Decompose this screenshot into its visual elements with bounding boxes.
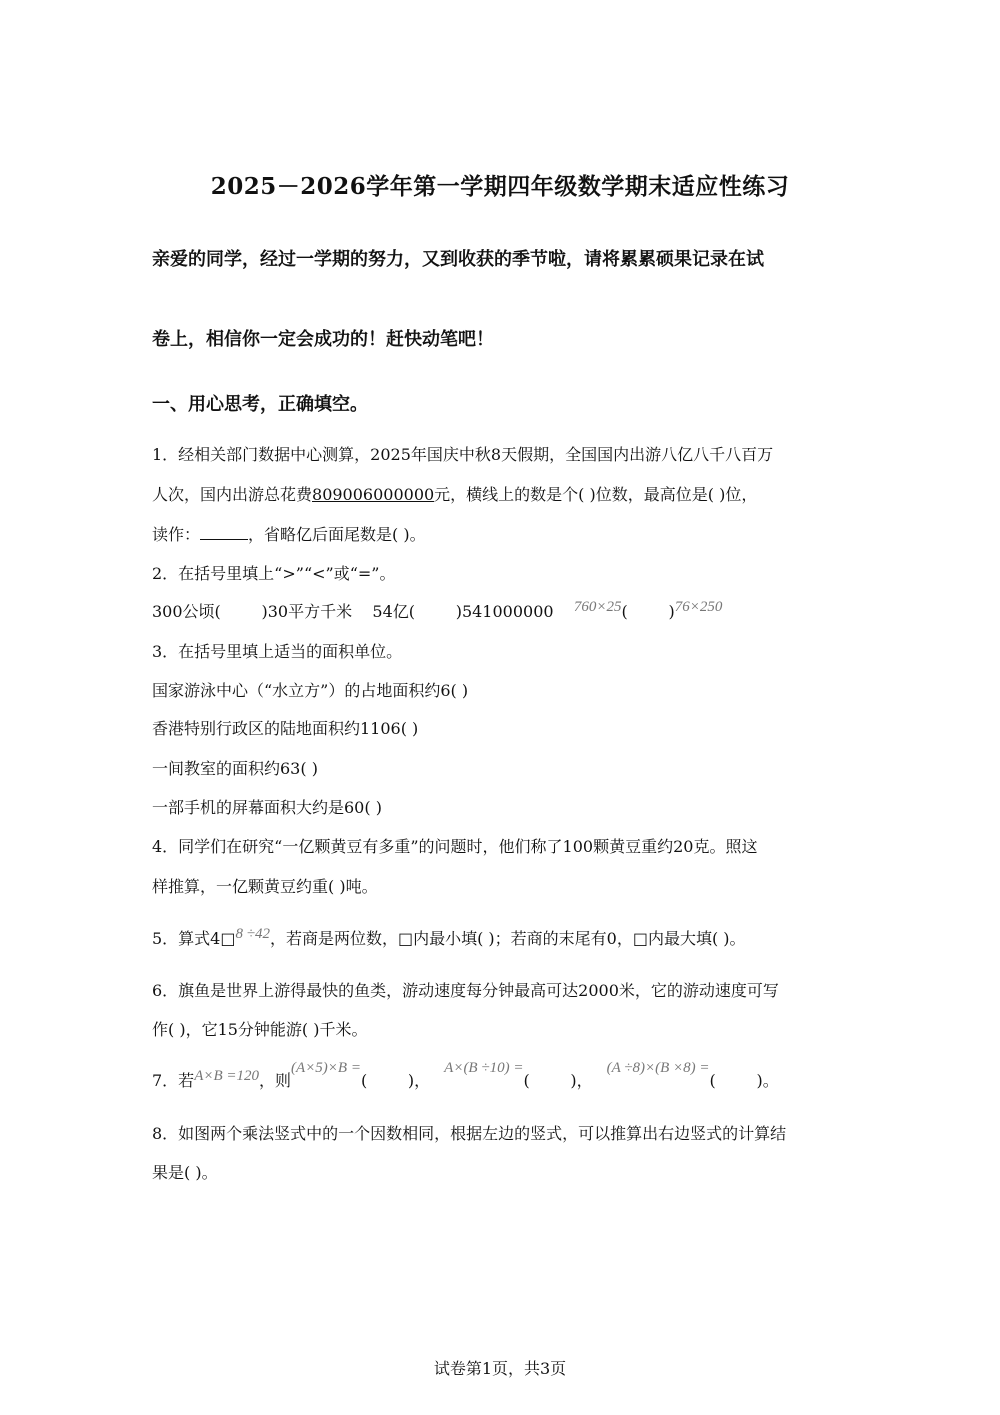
q2-line-1: 2．在括号里填上“>”“<”或“=”。	[152, 564, 396, 583]
q5-math-expr: 8 ÷42	[235, 926, 270, 942]
q7-answer-paren-2: ( )，	[523, 1071, 593, 1090]
q1-underlined-number: 809006000000	[312, 485, 435, 504]
q7-text-a: 7．若	[152, 1071, 195, 1090]
q5-line	[152, 928, 746, 951]
section-heading: 一、用心思考，正确填空。	[152, 394, 368, 415]
page-title: 2025－2026学年第一学期四年级数学期末适应性练习	[210, 173, 790, 200]
q5-text-b: ，若商是两位数，□内最小填( )；若商的末尾有0，□内最大填( )。	[269, 929, 746, 948]
q7-line	[152, 1060, 779, 1093]
q3-line-3: 香港特别行政区的陆地面积约1106( )	[152, 719, 419, 738]
q1-text-b: 元，横线上的数是个( )位数，最高位是( )位，	[434, 485, 758, 504]
q7-math-expr-3: (A ÷8)×(B ×8) =	[606, 1060, 710, 1076]
q6-line-1: 6．旗鱼是世界上游得最快的鱼类，游动速度每分钟最高可达2000米，它的游动速度可写	[152, 981, 779, 1000]
q7-math-given: A×B =120	[194, 1068, 260, 1084]
q1-line-2	[152, 484, 757, 506]
q7-math-expr-1: (A×5)×B =	[291, 1060, 361, 1076]
q4-line-2: 样推算，一亿颗黄豆约重( )吨。	[152, 877, 378, 896]
q2-math-expr-1: 760×25	[573, 599, 622, 615]
q3-line-1: 3．在括号里填上适当的面积单位。	[152, 642, 403, 661]
q1-text-d: ，省略亿后面尾数是( )。	[248, 525, 426, 544]
q7-math-expr-2: A×(B ÷10) =	[444, 1060, 524, 1076]
q3-line-2: 国家游泳中心（“水立方”）的占地面积约6( )	[152, 681, 469, 700]
q1-line-1: 1．经相关部门数据中心测算，2025年国庆中秋8天假期，全国国内出游八亿八千八百万	[152, 445, 774, 464]
q7-answer-paren-3: ( )。	[709, 1071, 779, 1090]
q7-text-b: ，则	[259, 1071, 292, 1090]
q1-text-c: 读作：	[152, 525, 201, 544]
q2-compare-text: 300公顷( )30平方千米 54亿( )541000000	[152, 602, 574, 621]
q8-line-2: 果是( )。	[152, 1163, 218, 1182]
q7-answer-paren-1: ( )，	[360, 1071, 431, 1090]
q5-text-a: 5．算式4□	[152, 929, 236, 948]
q4-line-1: 4．同学们在研究“一亿颗黄豆有多重”的问题时，他们称了100颗黄豆重约20克。照这	[152, 837, 758, 856]
q2-math-expr-2: 76×250	[674, 599, 723, 615]
intro-line-1: 亲爱的同学，经过一学期的努力，又到收获的季节啦，请将累累硕果记录在试	[152, 249, 764, 270]
q1-answer-blank[interactable]	[200, 525, 248, 540]
q1-text-a: 人次，国内出游总花费	[152, 485, 313, 504]
q6-line-2: 作( )，它15分钟能游( )千米。	[152, 1020, 368, 1039]
intro-line-2: 卷上，相信你一定会成功的！赶快动笔吧！	[152, 329, 494, 350]
page-footer: 试卷第1页，共3页	[433, 1359, 567, 1378]
q3-line-4: 一间教室的面积约63( )	[152, 759, 318, 778]
q1-line-3	[152, 524, 426, 546]
q2-line-2	[152, 601, 722, 624]
q8-line-1: 8．如图两个乘法竖式中的一个因数相同，根据左边的竖式，可以推算出右边竖式的计算结	[152, 1124, 787, 1143]
q3-line-5: 一部手机的屏幕面积大约是60( )	[152, 798, 382, 817]
q2-answer-paren: ( )	[621, 602, 675, 621]
